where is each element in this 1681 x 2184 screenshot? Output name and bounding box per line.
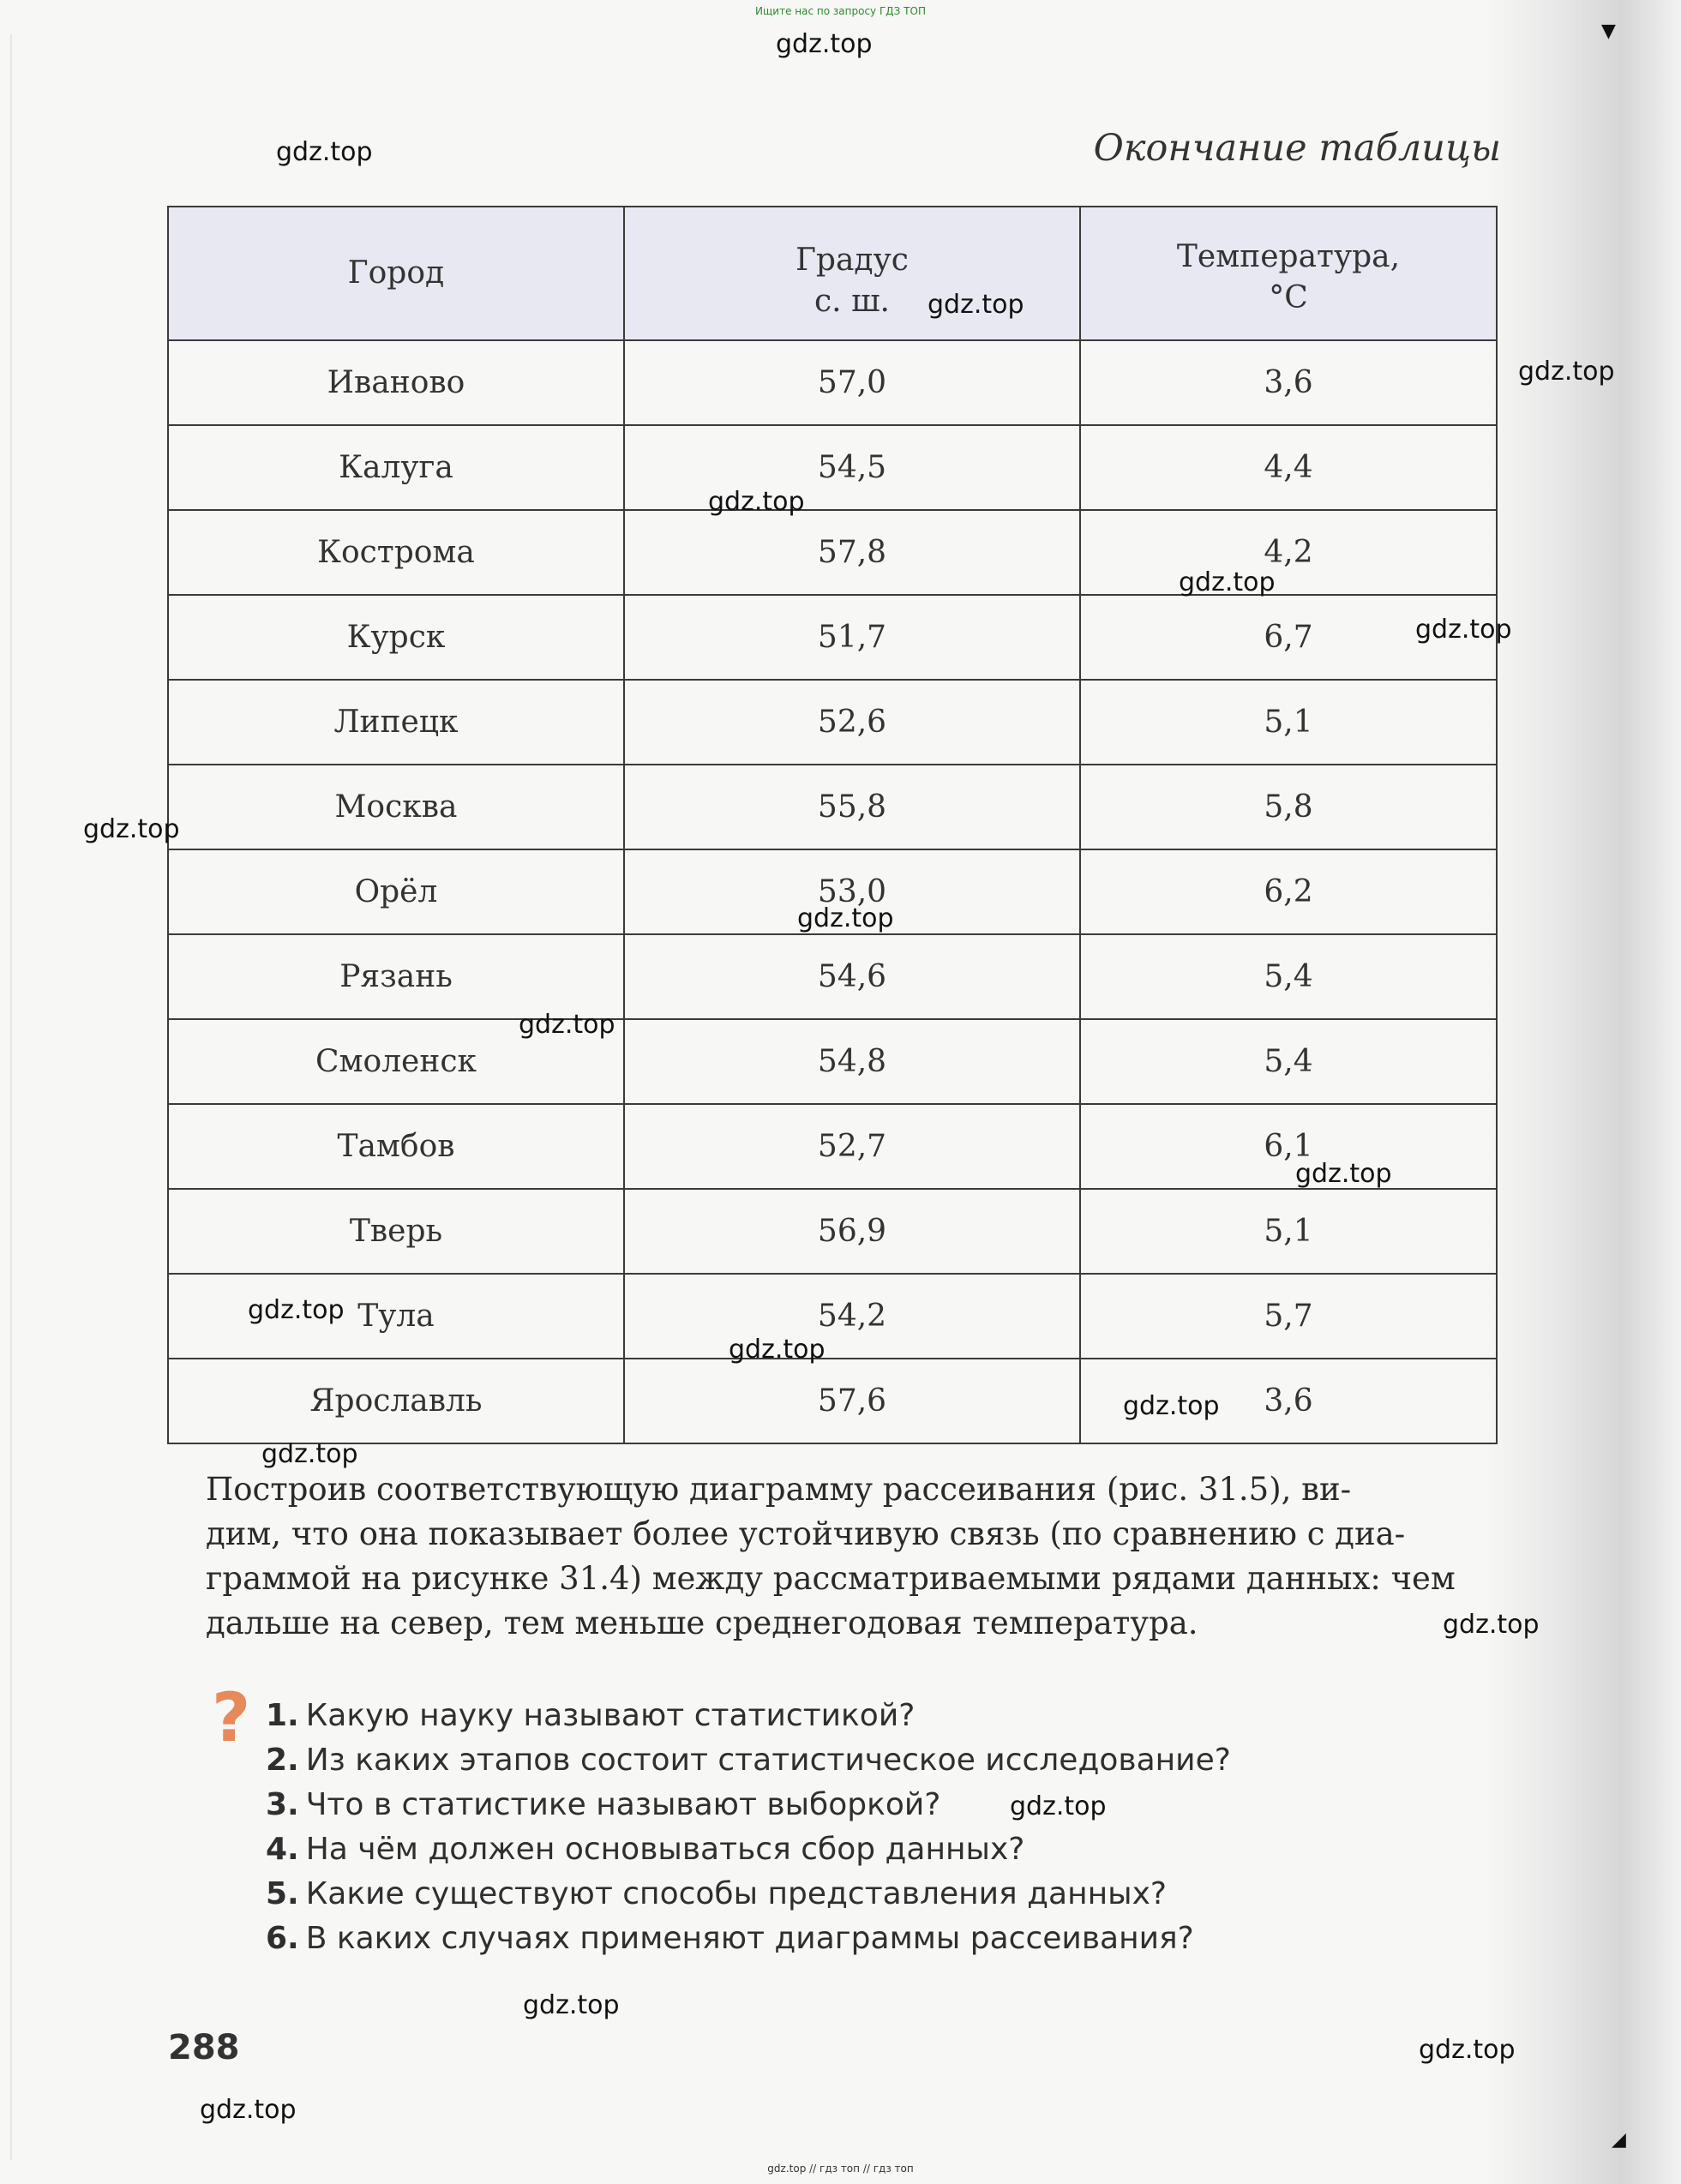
table-caption: Окончание таблицы xyxy=(1093,127,1501,170)
header-city: Город xyxy=(168,207,624,340)
temperature-cell: 3,6 xyxy=(1080,340,1497,425)
temperature-cell: 5,8 xyxy=(1080,765,1497,849)
temperature-cell: 5,1 xyxy=(1080,1189,1497,1274)
table-row xyxy=(168,1359,1497,1443)
latitude-cell: 51,7 xyxy=(624,595,1080,680)
body-paragraph xyxy=(206,1467,1500,1646)
city-cell: Ярославль xyxy=(168,1359,624,1443)
city-cell: Смоленск xyxy=(168,1019,624,1104)
table-row xyxy=(168,1274,1497,1359)
question-mark-icon: ? xyxy=(212,1680,251,1757)
watermark: gdz.top xyxy=(276,137,373,167)
temperature-cell: 6,2 xyxy=(1080,849,1497,934)
table-row xyxy=(168,1019,1497,1104)
table-body xyxy=(168,340,1497,1443)
corner-arrow-icon: ◢ xyxy=(1612,2129,1626,2151)
watermark: gdz.top xyxy=(261,1439,358,1469)
city-cell: Москва xyxy=(168,765,624,849)
temperature-cell: 5,4 xyxy=(1080,934,1497,1019)
latitude-cell: 52,6 xyxy=(624,680,1080,765)
paragraph-line: Построив соответствующую диаграмму рассеивания (рис. 31.5), ви- xyxy=(206,1471,1352,1508)
temperature-cell: 5,1 xyxy=(1080,680,1497,765)
watermark: gdz.top xyxy=(1419,2035,1516,2065)
latitude-cell: 54,2 xyxy=(624,1274,1080,1359)
paragraph-line: дальше на север, тем меньше среднегодовая температура. xyxy=(206,1605,1198,1641)
temperature-cell: 6,1 xyxy=(1080,1104,1497,1189)
watermark: gdz.top xyxy=(83,814,180,844)
temperature-cell: 4,2 xyxy=(1080,510,1497,595)
watermark: gdz.top xyxy=(1443,1610,1540,1640)
paragraph-line: дим, что она показывает более устойчивую связь (по сравнению с диа- xyxy=(206,1515,1406,1552)
table-row xyxy=(168,934,1497,1019)
latitude-cell: 55,8 xyxy=(624,765,1080,849)
watermark: gdz.top xyxy=(1010,1791,1107,1821)
table-row xyxy=(168,1189,1497,1274)
latitude-temperature-table xyxy=(167,206,1498,1444)
watermark: gdz.top xyxy=(1295,1159,1392,1189)
paragraph-line: граммой на рисунке 31.4) между рассматриваемыми рядами данных: чем xyxy=(206,1560,1456,1597)
table-row xyxy=(168,340,1497,425)
latitude-cell: 53,0 xyxy=(624,849,1080,934)
watermark: gdz.top xyxy=(928,290,1024,320)
top-banner: Ищите нас по запросу ГДЗ ТОП xyxy=(755,5,926,17)
question-item: 3. Что в статистике называют выборкой? xyxy=(266,1787,941,1822)
watermark: gdz.top xyxy=(729,1335,825,1365)
watermark: gdz.top xyxy=(248,1295,345,1325)
city-cell: Рязань xyxy=(168,934,624,1019)
question-item: 2. Из каких этапов состоит статистическое исследование? xyxy=(266,1743,1231,1778)
latitude-cell: 52,7 xyxy=(624,1104,1080,1189)
temperature-cell: 5,4 xyxy=(1080,1019,1497,1104)
latitude-cell: 57,0 xyxy=(624,340,1080,425)
city-cell: Кострома xyxy=(168,510,624,595)
city-cell: Курск xyxy=(168,595,624,680)
review-questions xyxy=(266,1694,1231,1961)
city-cell: Орёл xyxy=(168,849,624,934)
page-edge-shadow xyxy=(1484,0,1681,2184)
latitude-cell: 57,8 xyxy=(624,510,1080,595)
temperature-cell: 6,7 xyxy=(1080,595,1497,680)
question-item: 4. На чём должен основываться сбор данных? xyxy=(266,1832,1025,1867)
question-item: 1. Какую науку называют статистикой? xyxy=(266,1698,916,1733)
temperature-cell: 4,4 xyxy=(1080,425,1497,510)
city-cell: Иваново xyxy=(168,340,624,425)
corner-arrow-icon: ▼ xyxy=(1601,21,1616,42)
watermark: gdz.top xyxy=(200,2095,297,2125)
watermark: gdz.top xyxy=(776,29,873,59)
header-temperature: Температура, °C xyxy=(1080,207,1497,340)
watermark: gdz.top xyxy=(519,1010,615,1040)
table-row xyxy=(168,765,1497,849)
watermark: gdz.top xyxy=(1415,615,1512,645)
watermark: gdz.top xyxy=(1518,357,1615,387)
watermark: gdz.top xyxy=(1123,1391,1220,1421)
bottom-banner: gdz.top // гдз топ // гдз топ xyxy=(767,2163,914,2175)
table-row xyxy=(168,425,1497,510)
temperature-cell: 3,6 xyxy=(1080,1359,1497,1443)
city-cell: Тамбов xyxy=(168,1104,624,1189)
page-number: 288 xyxy=(168,2028,240,2067)
watermark: gdz.top xyxy=(1179,567,1276,597)
latitude-cell: 54,5 xyxy=(624,425,1080,510)
header-latitude: Градус с. ш. xyxy=(624,207,1080,340)
question-item: 6. В каких случаях применяют диаграммы рассеивания? xyxy=(266,1921,1194,1956)
latitude-cell: 56,9 xyxy=(624,1189,1080,1274)
page-left-edge xyxy=(10,34,12,2160)
city-cell: Липецк xyxy=(168,680,624,765)
city-cell: Тверь xyxy=(168,1189,624,1274)
latitude-cell: 57,6 xyxy=(624,1359,1080,1443)
watermark: gdz.top xyxy=(708,487,805,517)
table-row xyxy=(168,510,1497,595)
watermark: gdz.top xyxy=(797,903,894,933)
city-cell: Тула xyxy=(168,1274,624,1359)
city-cell: Калуга xyxy=(168,425,624,510)
latitude-cell: 54,6 xyxy=(624,934,1080,1019)
temperature-cell: 5,7 xyxy=(1080,1274,1497,1359)
watermark: gdz.top xyxy=(523,1990,620,2020)
table-row xyxy=(168,680,1497,765)
table-row xyxy=(168,595,1497,680)
question-item: 5. Какие существуют способы представления данных? xyxy=(266,1876,1168,1911)
latitude-cell: 54,8 xyxy=(624,1019,1080,1104)
